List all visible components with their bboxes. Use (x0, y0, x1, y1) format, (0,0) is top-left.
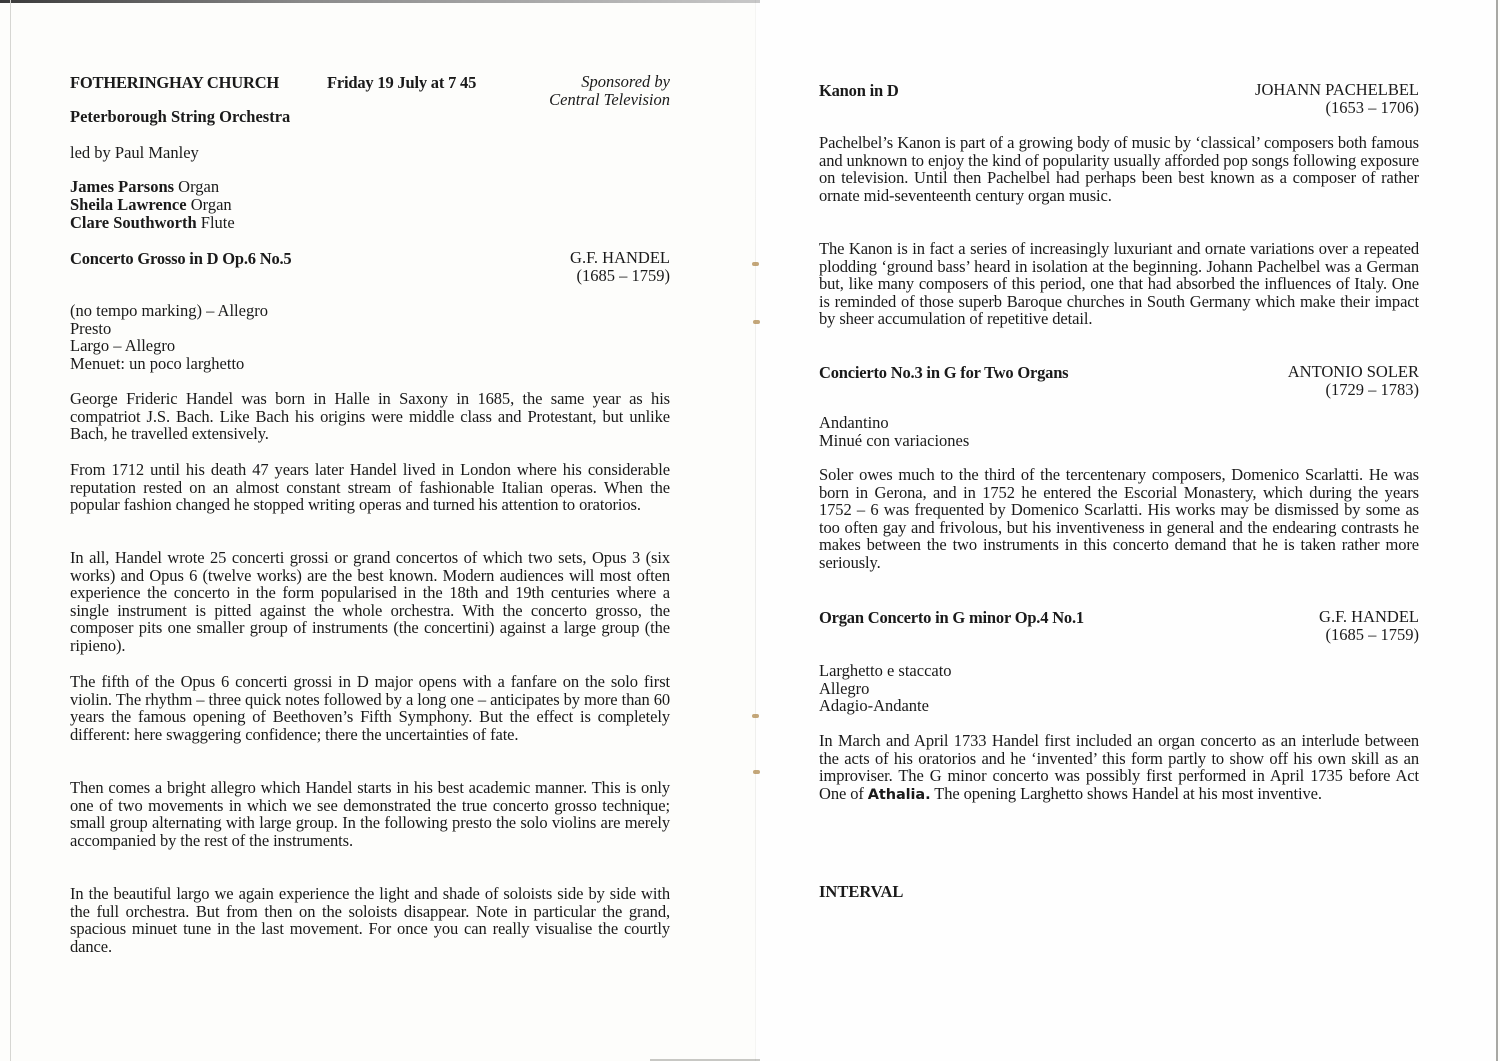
composer-name: ANTONIO SOLER (1287, 362, 1419, 381)
work-heading (819, 608, 1419, 648)
composer-credit (1288, 363, 1419, 399)
soloist-instrument: Organ (186, 195, 232, 214)
work-heading (819, 363, 1419, 403)
staple-mark (752, 714, 759, 718)
soloist-instrument: Organ (174, 177, 220, 196)
movement: Menuet: un poco larghetto (70, 353, 245, 373)
orchestra-leader: led by Paul Manley (70, 143, 199, 162)
interval-heading: INTERVAL (819, 882, 904, 901)
movement: (no tempo marking) – Allegro (70, 301, 268, 320)
composer-name: JOHANN PACHELBEL (1255, 80, 1419, 99)
work-title: Kanon in D (819, 81, 899, 100)
programme-note-paragraph: The fifth of the Opus 6 concerti grossi in D major opens with a fanfare on the solo first violin. The rhythm – three quick notes followed by a long one – anticipates by more than 60 years the famous opening of Beethoven’s Fifth Symphony. But the effect is completely different: here swaggering confidence; there the uncertainties of fate. (70, 672, 670, 744)
programme-note-paragraph: The Kanon is in fact a series of increasingly luxuriant and ornate variations over a repeated plodding ‘ground bass’ heard in isolation at the beginning. Johann Pachelbel was a German but, like many composers of this period, one that had absorbed the influences of Italy. One is reminded of those superb Baroque churches in South Germany which make their impact by sheer accumulation of repetitive detail. (819, 239, 1419, 328)
staple-mark (752, 262, 759, 266)
movement: Larghetto e staccato (819, 661, 952, 680)
movement: Andantino (819, 413, 889, 432)
soloist-name: James Parsons (70, 177, 175, 196)
composer-name: G.F. HANDEL (570, 248, 670, 267)
composer-credit (570, 249, 670, 285)
staple-mark (753, 770, 760, 774)
work-title: Concierto No.3 in G for Two Organs (819, 363, 1069, 382)
paragraph-text: The opening Larghetto shows Handel at his most inventive. (930, 783, 1322, 803)
movement: Adagio-Andante (819, 696, 929, 715)
oratorio-title: Athalia. (867, 786, 931, 803)
movement: Presto (70, 318, 112, 338)
composer-dates: (1729 – 1783) (1325, 380, 1419, 399)
movement: Largo – Allegro (70, 336, 176, 355)
work-heading (819, 81, 1419, 121)
soloist (70, 178, 670, 196)
soloists-list (70, 178, 670, 232)
work-title: Organ Concerto in G minor Op.4 No.1 (819, 608, 1084, 627)
sheet-edge-right (1496, 0, 1498, 1061)
programme-note-paragraph (819, 732, 1419, 804)
composer-credit (1319, 608, 1419, 644)
staple-mark (753, 320, 760, 324)
movement: Minué con variaciones (819, 430, 970, 450)
soloist-name: Sheila Lawrence (70, 195, 187, 214)
composer-dates: (1653 – 1706) (1325, 98, 1419, 117)
work-title: Concerto Grosso in D Op.6 No.5 (70, 249, 292, 268)
movements-list (70, 302, 670, 372)
programme-note-paragraph: Pachelbel’s Kanon is part of a growing body of music by ‘classical’ composers both famous and unknown to enjoy the kind of popularity usually afforded pop songs following exposure on television. Until then Pachelbel had perhaps been best known as a composer of rather ornate mid-seventeenth century organ music. (819, 133, 1419, 205)
programme-note-paragraph: Then comes a bright allegro which Handel starts in his best academic manner. This is only one of two movements in which we see demonstrated the true concerto grosso technique; small group alternating with large group. In the following presto the solo violins are merely accompanied by the rest of the instruments. (70, 778, 670, 850)
sheet-edge-top (0, 0, 760, 3)
programme-note-paragraph: From 1712 until his death 47 years later Handel lived in London where his considerable reputation rested on an almost constant stream of fashionable Italian operas. When the popular fashion changed he stopped writing operas and turned his attention to oratorios. (70, 460, 670, 514)
sheet-edge-left (10, 0, 11, 1061)
composer-dates: (1685 – 1759) (576, 266, 670, 285)
sponsor-credit (549, 73, 670, 109)
soloist (70, 214, 670, 232)
soloist (70, 196, 670, 214)
programme-note-paragraph: Soler owes much to the third of the tercentenary composers, Domenico Scarlatti. He was born in Gerona, and in 1752 he entered the Escorial Monastery, which during the years 1752 – 6 was frequented by Domenico Scarlatti. His works may be dismissed by some as too often gay and frivolous, but his inventiveness in general and the endearing contrasts he makes between the two instruments in this concerto demand that he is taken rather more seriously. (819, 465, 1419, 572)
composer-credit (1255, 81, 1419, 117)
movement: Allegro (819, 678, 870, 698)
work-heading (70, 249, 670, 289)
paragraph-text: In March and April 1733 Handel first included an organ concerto as an interlude between the acts of his oratorios and he ‘invented’ this form partly to show off his own skill as an improviser. The G minor concerto was possibly first performed in April 1735 before Act One of (819, 731, 1419, 803)
composer-name: G.F. HANDEL (1319, 607, 1419, 626)
venue-title: FOTHERINGHAY CHURCH (70, 73, 280, 92)
movements-list (819, 414, 1419, 449)
soloist-instrument: Flute (196, 213, 235, 232)
composer-dates: (1685 – 1759) (1325, 625, 1419, 644)
center-fold (755, 0, 756, 1061)
concert-date: Friday 19 July at 7 45 (327, 73, 477, 92)
sponsor-name: Central Television (549, 90, 670, 109)
programme-note-paragraph: In the beautiful largo we again experience the light and shade of soloists side by side with the full orchestra. But from then on the soloists disappear. Note in particular the grand, spacious minuet tune in the last movement. For once you can really visualise the courtly dance. (70, 884, 670, 956)
soloist-name: Clare Southworth (70, 213, 197, 232)
programme-note-paragraph: George Frideric Handel was born in Halle in Saxony in 1685, the same year as his compatriot J.S. Bach. Like Bach his origins were middle class and Protestant, but unlike Bach, he travelled extensively. (70, 389, 670, 443)
movements-list (819, 662, 1419, 715)
orchestra-name: Peterborough String Orchestra (70, 107, 291, 126)
sponsor-line: Sponsored by (581, 72, 670, 91)
programme-note-paragraph: In all, Handel wrote 25 concerti grossi or grand concertos of which two sets, Opus 3 (six works) and Opus 6 (twelve works) are the best known. Modern audiences will most often experience the concerto in the form popularised in the 18th and 19th centuries where a single instrument is pitted against the whole orchestra. With the concerto grosso, the composer pits one smaller group of instruments (the concertini) against a large group (the ripieno). (70, 548, 670, 655)
